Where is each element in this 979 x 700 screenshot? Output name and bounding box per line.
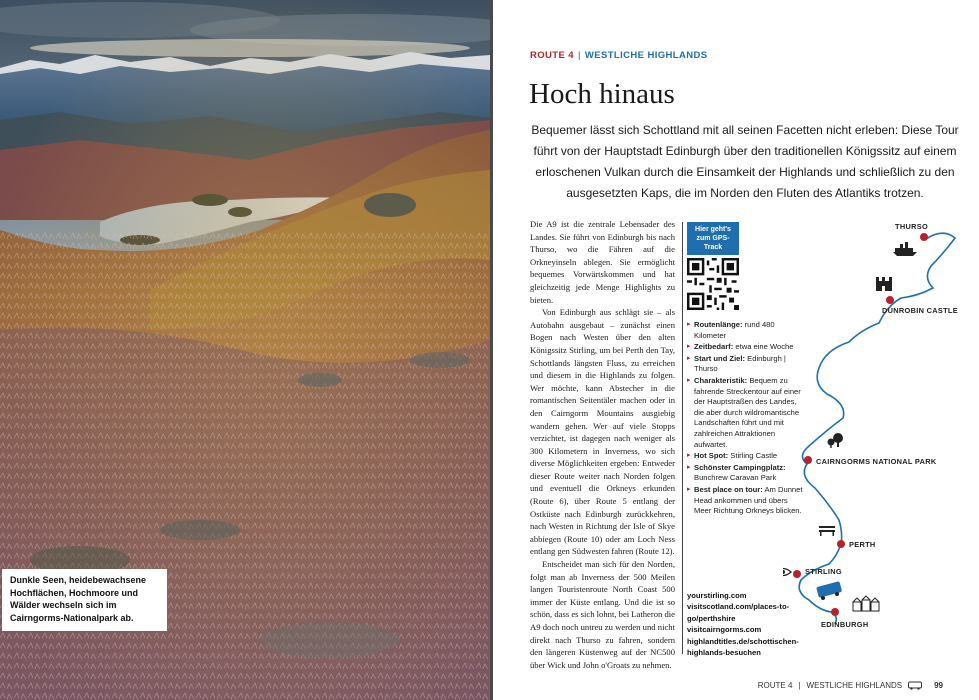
stop-stirling (793, 570, 801, 578)
footer-region: WESTLICHE HIGHLANDS (806, 681, 903, 690)
page-number: 99 (934, 681, 943, 690)
article-lead: Bequemer lässt sich Schottland mit all seinen Facetten nicht erleben: Diese Tour führt von der Hauptstadt Edinburgh über den traditionellen Königssitz auf einem erloschenen Vulkan durch die Einsamkeit der Highlands und schließlich zu den ausgesetzten Kaps, die im Norden den Fluten des Atlantiks trotzen. (531, 123, 959, 200)
route-line (799, 233, 955, 624)
bench-icon (819, 526, 835, 536)
label-stirling: STIRLING (805, 567, 842, 576)
body-text (530, 218, 675, 671)
castle-icon (876, 277, 892, 291)
link-highlandtitles[interactable]: highlandtitles.de/schottischen-highlands-besuchen (687, 636, 799, 658)
label-thurso: THURSO (895, 222, 929, 231)
photo-caption: Dunkle Seen, heidebewachsene Hochflächen, Hochmoore und Wälder wechseln sich im Cairngorms-Nationalpark ab. (2, 569, 167, 631)
label-dunrobin: DUNROBIN CASTLE (882, 306, 958, 315)
stop-perth (837, 540, 845, 548)
fact-value: rund 480 Kilometer (694, 320, 775, 340)
stop-thurso (920, 233, 928, 241)
text-page (493, 0, 979, 700)
route-map (783, 208, 979, 648)
qr-label: Hier geht's zum GPS-Track (687, 222, 739, 255)
label-edinburgh: EDINBURGH (821, 620, 869, 629)
eye-icon (783, 569, 791, 576)
stop-edinburgh (831, 608, 839, 616)
ferry-icon (893, 242, 917, 256)
label-cairngorms: CAIRNGORMS NATIONAL PARK (816, 457, 937, 466)
page-footer (758, 681, 943, 690)
body-paragraph: Die A9 ist die zentrale Lebensader des Landes. Sie führt von Edinburgh bis nach Thurso, wo die Fähren auf die Orkneyinseln ablegen. Sie ermöglicht bequemes Vorwärtskommen und hat gleichzeitig jede Menge Highlights zu bieten. (530, 219, 675, 305)
stop-cairngorms (804, 456, 812, 464)
fact-value: Bunchrew Caravan Park (694, 473, 777, 483)
link-visitscotland[interactable]: visitscotland.com/places-to-go/perthshire (687, 602, 790, 623)
kicker-route: ROUTE 4 (530, 50, 574, 61)
fact-value: etwa eine Woche (735, 342, 794, 352)
label-perth: PERTH (849, 540, 876, 549)
fact-key: Zeitbedarf: (694, 342, 734, 352)
fact-key: Start und Ziel: (694, 353, 746, 363)
fact-value: Am Dunnet Head ankommen und übers Meer Richtung Orkneys blicken. (694, 484, 803, 516)
qr-code-icon[interactable] (687, 258, 739, 310)
link-stirling[interactable]: yourstirling.com (687, 591, 747, 600)
stop-dunrobin (886, 296, 894, 304)
tree-icon (828, 433, 844, 448)
fact-value: Edinburgh | Thurso (694, 353, 786, 374)
gps-track-qr[interactable] (687, 222, 739, 302)
article-title: Hoch hinaus (529, 78, 675, 110)
column-divider (682, 222, 683, 654)
fact-key: Hot Spot: (694, 451, 729, 461)
fact-value: Bequem zu fahrende Streckentour auf einer der Hauptstraßen des Landes, die aber durch wildromantische Landschaften führt und mit zahlreichen Attraktionen aufwartet. (694, 375, 801, 449)
link-visitcairngorms[interactable]: visitcairngorms.com (687, 625, 762, 635)
kicker-separator: | (577, 50, 581, 61)
footer-separator: | (798, 681, 801, 690)
footer-campervan-icon (908, 681, 922, 690)
body-paragraph: Von Edinburgh aus schlägt sie – als Autobahn ausgebaut – zunächst einen Bogen nach Westen über den alten Königssitz Stirling, um bei Perth den Tay, Schottlands längsten Fluss, zu erreichen und diesem in die Highlands zu folgen. Wer möchte, kann Abstecher in die romantischen Seitentäler machen oder in den Cairngorm Mountains ausgiebig wandern gehen. Wer auf viele Stopps verzichtet, ist dagegen nach weniger als 300 Kilometern in Inverness, wo sich diverse Möglichkeiten ergeben: Entweder dieser Route weiter nach Norden folgen und eventuell die Orkneys erkunden (Route 6), über Route 5 entlang der Ostküste nach Edinburgh zurückkehren, nach Westen in Richtung der Isle of Skye abbiegen (Route 10) oder am Loch Ness entlang gen Südwesten fahren (Route 12). (530, 307, 675, 557)
fact-key: Best place on tour: (694, 484, 763, 494)
city-icon (853, 596, 879, 611)
fact-key: Schönster Campingplatz: (694, 462, 786, 472)
kicker-region: WESTLICHE HIGHLANDS (584, 50, 708, 61)
fact-value: Stirling Castle (730, 451, 778, 461)
fact-key: Routenlänge: (694, 320, 743, 329)
campervan-icon (816, 581, 842, 600)
body-paragraph: Entscheidet man sich für den Norden, folgt man ab Inverness der 500 Meilen langen Touristenroute North Coast 500 immer der Küste entlang. Und die ist so schön, dass es sich lohnt, bei Latheron die A9 doch noch untreu zu werden und nicht direkt nach Thurso zu fahren, sondern den längeren Küstenweg auf der NC500 über Wick und John o'Groats zu nehmen. (530, 559, 675, 670)
route-kicker (530, 50, 708, 61)
fact-key: Charakteristik: (694, 375, 748, 385)
footer-route: ROUTE 4 (757, 681, 793, 690)
